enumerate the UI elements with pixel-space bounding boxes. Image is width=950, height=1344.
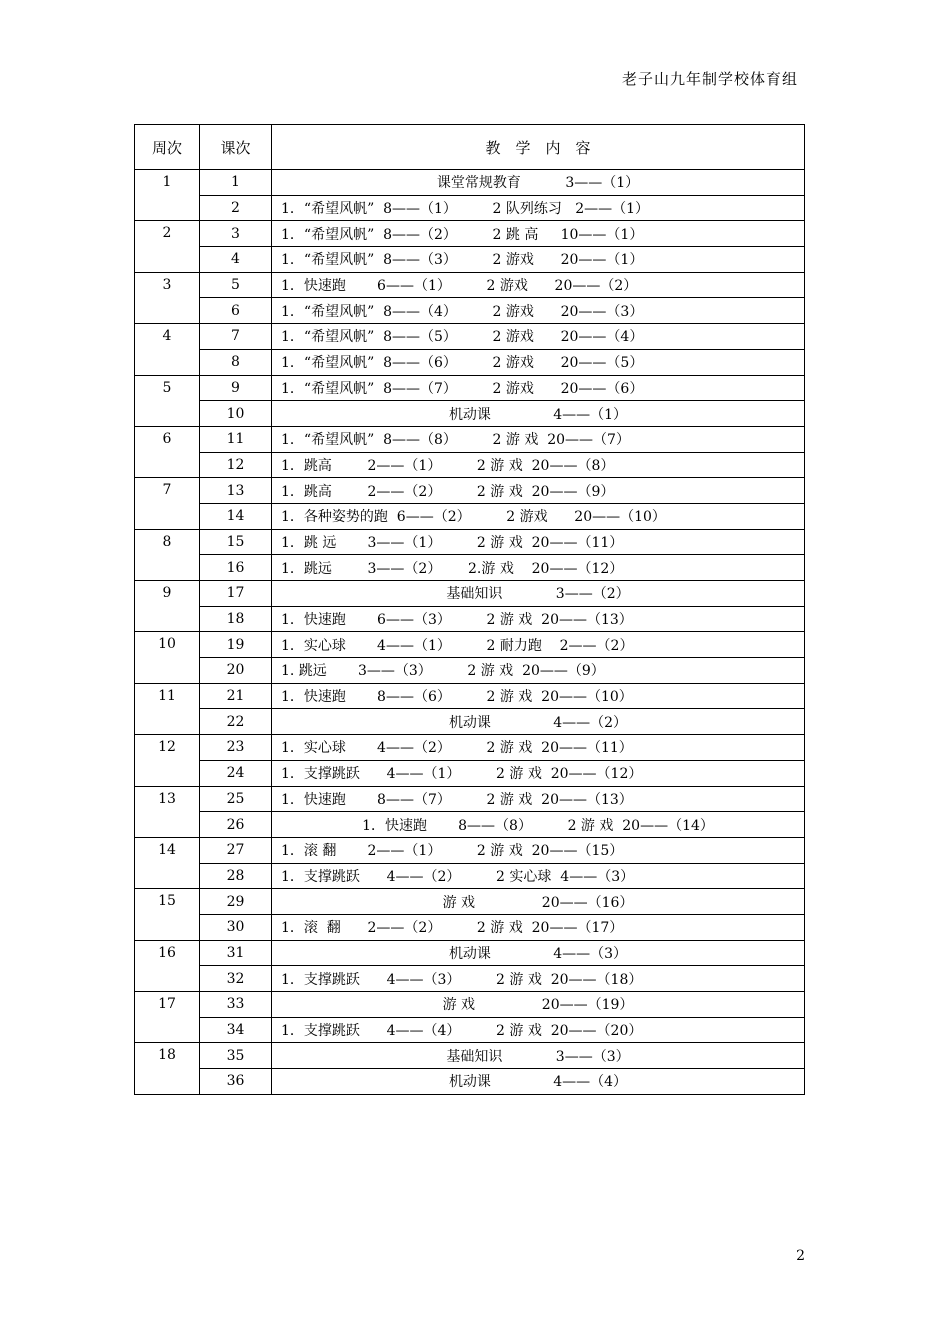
lesson-number: 9 — [200, 375, 272, 401]
lesson-content: 1．各种姿势的跑 6——（2） 2 游戏 20——（10） — [272, 503, 805, 529]
lesson-number: 24 — [200, 760, 272, 786]
lesson-content: 1．滚 翻 2——（2） 2 游 戏 20——（17） — [272, 914, 805, 940]
lesson-number: 11 — [200, 426, 272, 452]
lesson-content: 1．跳 远 3——（1） 2 游 戏 20——（11） — [272, 529, 805, 555]
week-number: 4 — [135, 324, 200, 375]
lesson-number: 29 — [200, 889, 272, 915]
teaching-schedule-table — [134, 124, 805, 1095]
table-row — [135, 529, 805, 555]
week-number: 7 — [135, 478, 200, 529]
lesson-content: 机动课 4——（4） — [272, 1069, 805, 1095]
lesson-content: 机动课 4——（2） — [272, 709, 805, 735]
week-number: 8 — [135, 529, 200, 580]
lesson-number: 27 — [200, 837, 272, 863]
table-row — [135, 170, 805, 196]
lesson-content: 1．快速跑 8——（8） 2 游 戏 20——（14） — [272, 812, 805, 838]
lesson-content: 基础知识 3——（3） — [272, 1043, 805, 1069]
lesson-content: 1．“希望风帆” 8——（6） 2 游戏 20——（5） — [272, 349, 805, 375]
week-number: 12 — [135, 735, 200, 786]
lesson-number: 5 — [200, 272, 272, 298]
week-number: 5 — [135, 375, 200, 426]
week-number: 2 — [135, 221, 200, 272]
week-number: 18 — [135, 1043, 200, 1094]
week-number: 10 — [135, 632, 200, 683]
table-row — [135, 709, 805, 735]
header-content: 教 学 内 容 — [272, 125, 805, 170]
lesson-number: 13 — [200, 478, 272, 504]
lesson-content: 1．“希望风帆” 8——（7） 2 游戏 20——（6） — [272, 375, 805, 401]
lesson-number: 6 — [200, 298, 272, 324]
lesson-number: 21 — [200, 683, 272, 709]
table-row — [135, 503, 805, 529]
header-week: 周次 — [135, 125, 200, 170]
lesson-content: 1．“希望风帆” 8——（3） 2 游戏 20——（1） — [272, 247, 805, 273]
lesson-number: 26 — [200, 812, 272, 838]
lesson-content: 机动课 4——（3） — [272, 940, 805, 966]
lesson-content: 1．实心球 4——（2） 2 游 戏 20——（11） — [272, 735, 805, 761]
lesson-content: 1．支撑跳跃 4——（2） 2 实心球 4——（3） — [272, 863, 805, 889]
week-number: 13 — [135, 786, 200, 837]
week-number: 15 — [135, 889, 200, 940]
table-row — [135, 272, 805, 298]
lesson-content: 1．“希望风帆” 8——（4） 2 游戏 20——（3） — [272, 298, 805, 324]
header-lesson: 课次 — [200, 125, 272, 170]
lesson-content: 1．跳高 2——（1） 2 游 戏 20——（8） — [272, 452, 805, 478]
table-row — [135, 812, 805, 838]
lesson-number: 15 — [200, 529, 272, 555]
page-number: 2 — [796, 1248, 805, 1264]
lesson-number: 31 — [200, 940, 272, 966]
table-row — [135, 632, 805, 658]
lesson-number: 7 — [200, 324, 272, 350]
week-number: 14 — [135, 837, 200, 888]
table-row — [135, 889, 805, 915]
table-row — [135, 375, 805, 401]
table-row — [135, 863, 805, 889]
lesson-content: 1．实心球 4——（1） 2 耐力跑 2——（2） — [272, 632, 805, 658]
week-number: 11 — [135, 683, 200, 734]
table-row — [135, 760, 805, 786]
lesson-number: 3 — [200, 221, 272, 247]
table-row — [135, 452, 805, 478]
lesson-content: 1．“希望风帆” 8——（1） 2 队列练习 2——（1） — [272, 195, 805, 221]
week-number: 1 — [135, 170, 200, 221]
lesson-content: 1．快速跑 6——（1） 2 游戏 20——（2） — [272, 272, 805, 298]
lesson-content: 1．快速跑 6——（3） 2 游 戏 20——（13） — [272, 606, 805, 632]
table-row — [135, 683, 805, 709]
lesson-number: 17 — [200, 581, 272, 607]
lesson-number: 4 — [200, 247, 272, 273]
table-row — [135, 1017, 805, 1043]
lesson-content: 1．支撑跳跃 4——（1） 2 游 戏 20——（12） — [272, 760, 805, 786]
lesson-content: 1．支撑跳跃 4——（3） 2 游 戏 20——（18） — [272, 966, 805, 992]
table-row — [135, 940, 805, 966]
lesson-content: 1. 跳远 3——（3） 2 游 戏 20——（9） — [272, 658, 805, 684]
table-row — [135, 426, 805, 452]
lesson-number: 2 — [200, 195, 272, 221]
lesson-number: 35 — [200, 1043, 272, 1069]
lesson-content: 基础知识 3——（2） — [272, 581, 805, 607]
lesson-content: 1．快速跑 8——（6） 2 游 戏 20——（10） — [272, 683, 805, 709]
table-row — [135, 324, 805, 350]
lesson-content: 1．支撑跳跃 4——（4） 2 游 戏 20——（20） — [272, 1017, 805, 1043]
table-row — [135, 992, 805, 1018]
lesson-number: 23 — [200, 735, 272, 761]
lesson-number: 33 — [200, 992, 272, 1018]
lesson-content: 1．“希望风帆” 8——（5） 2 游戏 20——（4） — [272, 324, 805, 350]
lesson-number: 36 — [200, 1069, 272, 1095]
week-number: 3 — [135, 272, 200, 323]
lesson-content: 课堂常规教育 3——（1） — [272, 170, 805, 196]
table-body — [135, 170, 805, 1095]
table-row — [135, 837, 805, 863]
lesson-number: 30 — [200, 914, 272, 940]
lesson-content: 机动课 4——（1） — [272, 401, 805, 427]
table-row — [135, 606, 805, 632]
table-row — [135, 914, 805, 940]
lesson-number: 19 — [200, 632, 272, 658]
lesson-number: 8 — [200, 349, 272, 375]
lesson-content: 1．滚 翻 2——（1） 2 游 戏 20——（15） — [272, 837, 805, 863]
lesson-number: 14 — [200, 503, 272, 529]
lesson-number: 25 — [200, 786, 272, 812]
lesson-number: 34 — [200, 1017, 272, 1043]
lesson-number: 10 — [200, 401, 272, 427]
lesson-number: 28 — [200, 863, 272, 889]
table-row — [135, 658, 805, 684]
lesson-content: 1．“希望风帆” 8——（2） 2 跳 高 10——（1） — [272, 221, 805, 247]
lesson-content: 游 戏 20——（16） — [272, 889, 805, 915]
week-number: 6 — [135, 426, 200, 477]
lesson-content: 1．跳高 2——（2） 2 游 戏 20——（9） — [272, 478, 805, 504]
lesson-number: 20 — [200, 658, 272, 684]
lesson-number: 12 — [200, 452, 272, 478]
table-row — [135, 401, 805, 427]
table-row — [135, 1043, 805, 1069]
lesson-number: 16 — [200, 555, 272, 581]
lesson-content: 1．跳远 3——（2） 2.游 戏 20——（12） — [272, 555, 805, 581]
table-row — [135, 349, 805, 375]
table-row — [135, 735, 805, 761]
table-row — [135, 786, 805, 812]
table-row — [135, 478, 805, 504]
table-row — [135, 555, 805, 581]
table-row — [135, 581, 805, 607]
lesson-number: 32 — [200, 966, 272, 992]
header-organization: 老子山九年制学校体育组 — [621, 70, 798, 88]
week-number: 9 — [135, 581, 200, 632]
table-row — [135, 966, 805, 992]
lesson-content: 1．快速跑 8——（7） 2 游 戏 20——（13） — [272, 786, 805, 812]
table-row — [135, 1069, 805, 1095]
table-row — [135, 298, 805, 324]
lesson-content: 1．“希望风帆” 8——（8） 2 游 戏 20——（7） — [272, 426, 805, 452]
table-row — [135, 247, 805, 273]
lesson-number: 18 — [200, 606, 272, 632]
week-number: 17 — [135, 992, 200, 1043]
lesson-content: 游 戏 20——（19） — [272, 992, 805, 1018]
lesson-number: 22 — [200, 709, 272, 735]
table-header-row — [135, 125, 805, 170]
table-row — [135, 195, 805, 221]
lesson-number: 1 — [200, 170, 272, 196]
table-row — [135, 221, 805, 247]
week-number: 16 — [135, 940, 200, 991]
